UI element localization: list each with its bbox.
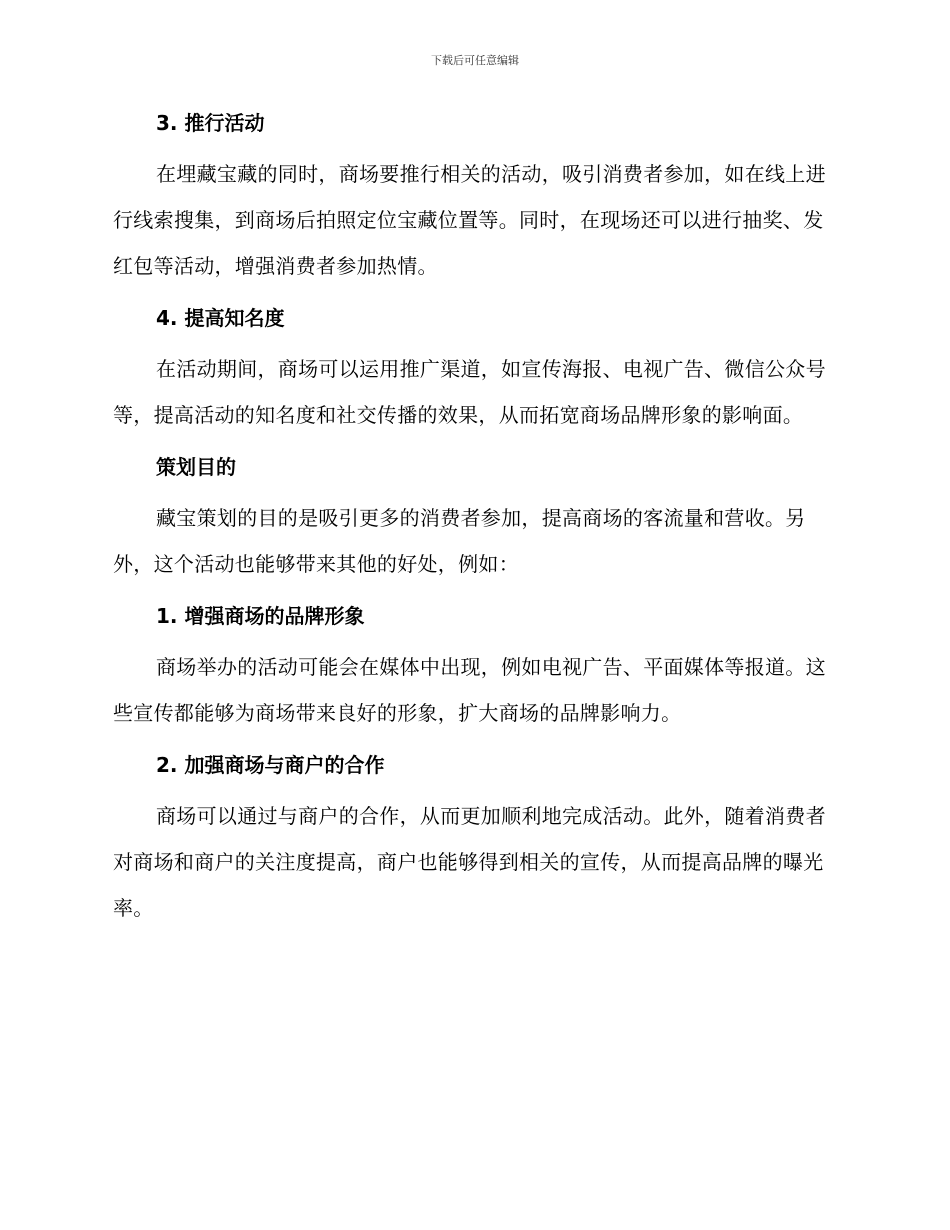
- paragraph-merchant-cooperation: 商场可以通过与商户的合作，从而更加顺利地完成活动。此外，随着消费者对商场和商户的关注度提高，商户也能够得到相关的宣传，从而提高品牌的曝光率。: [113, 804, 826, 920]
- page-header: 下载后可任意编辑: [431, 54, 519, 67]
- document-body: [113, 108, 833, 931]
- section-heading-promote-activities: 3. 推行活动: [156, 111, 265, 135]
- paragraph-planning-purpose: 藏宝策划的目的是吸引更多的消费者参加，提高商场的客流量和营收。另外，这个活动也能够带来其他的好处，例如：: [113, 506, 806, 576]
- section-heading-raise-awareness: 4. 提高知名度: [156, 306, 285, 330]
- section-heading-brand-image: 1. 增强商场的品牌形象: [156, 604, 365, 628]
- paragraph-raise-awareness: 在活动期间，商场可以运用推广渠道，如宣传海报、电视广告、微信公众号等，提高活动的知名度和社交传播的效果，从而拓宽商场品牌形象的影响面。: [113, 357, 826, 427]
- section-heading-merchant-cooperation: 2. 加强商场与商户的合作: [156, 753, 385, 777]
- section-heading-planning-purpose: 策划目的: [156, 455, 236, 479]
- paragraph-promote-activities: 在埋藏宝藏的同时，商场要推行相关的活动，吸引消费者参加，如在线上进行线索搜集，到商场后拍照定位宝藏位置等。同时，在现场还可以进行抽奖、发红包等活动，增强消费者参加热情。: [113, 162, 826, 278]
- paragraph-brand-image: 商场举办的活动可能会在媒体中出现，例如电视广告、平面媒体等报道。这些宣传都能够为商场带来良好的形象，扩大商场的品牌影响力。: [113, 655, 826, 725]
